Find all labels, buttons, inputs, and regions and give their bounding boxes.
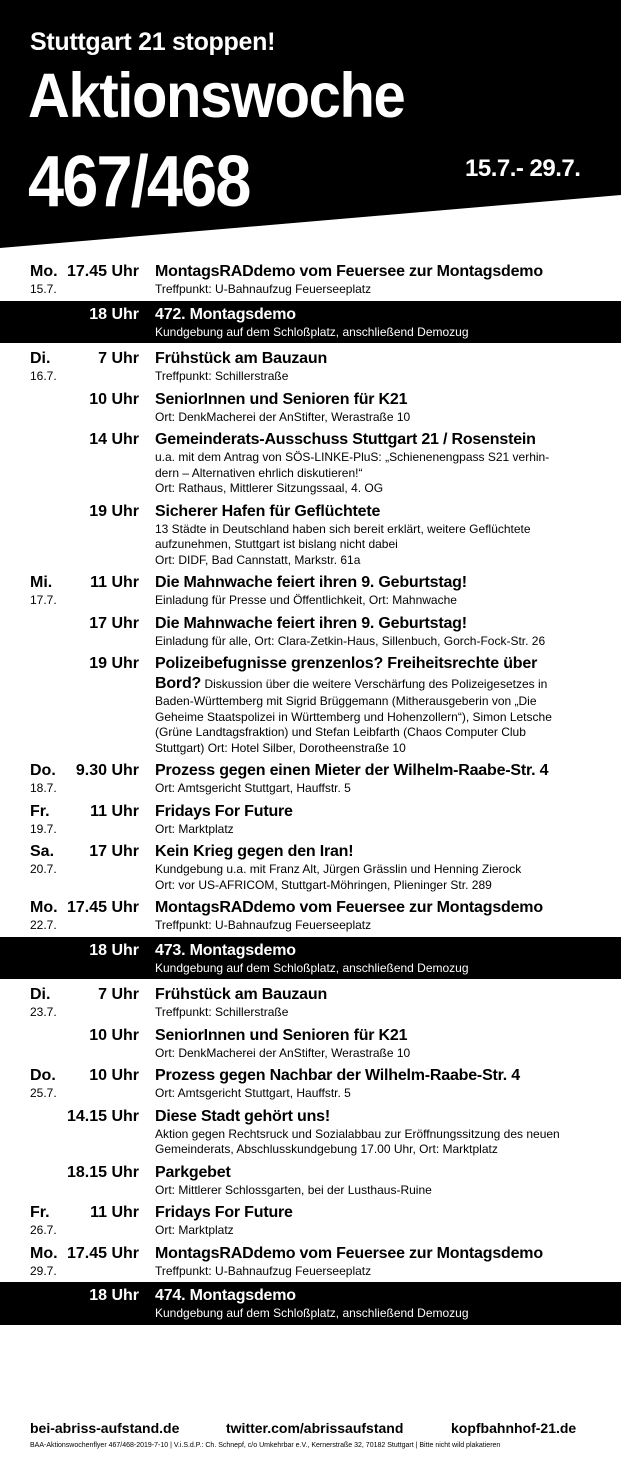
event-row	[0, 426, 621, 498]
event-desc-line: Gemeinderats, Abschlusskundgebung 17.00 Uhr, Ort: Marktplatz	[155, 1142, 498, 1156]
event-row	[0, 1240, 621, 1281]
event-time: 18.15 Uhr	[66, 1163, 139, 1181]
event-date: 22.7.	[30, 918, 57, 932]
event-body	[155, 573, 610, 609]
event-title: SeniorInnen und Senioren für K21	[155, 390, 408, 408]
event-desc-line: Einladung für alle, Ort: Clara-Zetkin-Haus, Sillenbuch, Gorch-Fock-Str. 26	[155, 633, 546, 648]
event-desc-line: Ort: Marktplatz	[155, 1223, 234, 1237]
event-body	[155, 941, 610, 977]
event-time: 10 Uhr	[89, 390, 139, 408]
header-title: Aktionswoche	[28, 61, 405, 131]
imprint-text: BAA-Aktionswochenflyer 467/468-2019-7-10 | V.i.S.d.P.: Ch. Schnepf, c/o Umkehrbar e.V., Kernerstraße 32, 70182 Stuttgart | Bitte nicht wild plakatieren	[30, 1442, 501, 1449]
event-time: 18 Uhr	[89, 1287, 139, 1304]
event-time: 7 Uhr	[98, 350, 139, 367]
event-date: 26.7.	[30, 1223, 57, 1237]
event-day: Mo.	[30, 1244, 58, 1262]
event-desc-line: Ort: Mittlerer Schlossgarten, bei der Lusthaus-Ruine	[155, 1182, 432, 1197]
header-subtitle: Stuttgart 21 stoppen!	[30, 28, 276, 56]
event-row	[0, 1159, 621, 1200]
event-desc-line: Ort: DIDF, Bad Cannstatt, Markstr. 61a	[155, 552, 361, 567]
event-title: Gemeinderats-Ausschuss Stuttgart 21 / Rosenstein	[155, 431, 536, 448]
event-day: Mo.	[30, 899, 58, 916]
event-title: Frühstück am Bauzaun	[155, 986, 328, 1003]
event-row	[0, 981, 621, 1022]
event-desc-wrap	[155, 674, 610, 756]
event-row	[0, 1199, 621, 1240]
event-date: 19.7.	[30, 821, 57, 836]
event-body	[155, 761, 610, 797]
event-title: Parkgebet	[155, 1163, 231, 1181]
event-title: Prozess gegen einen Mieter der Wilhelm-Raabe-Str. 4	[155, 762, 549, 779]
event-body	[155, 1286, 610, 1322]
event-body	[155, 802, 610, 838]
event-time: 17.45 Uhr	[66, 899, 139, 916]
event-title: Prozess gegen Nachbar der Wilhelm-Raabe-Str. 4	[155, 1067, 520, 1084]
flyer-footer	[0, 1418, 621, 1449]
event-time: 10 Uhr	[89, 1026, 139, 1044]
event-body	[155, 842, 610, 893]
montagsdemo-row	[0, 301, 621, 344]
event-title-continued: Bord?	[155, 675, 202, 692]
event-title: MontagsRADdemo vom Feuersee zur Montagsdemo	[155, 899, 543, 916]
event-date: 17.7.	[30, 593, 57, 607]
event-desc-line: aufzunehmen, Stuttgart ist bislang nicht dabei	[155, 537, 398, 551]
event-desc-line: Ort: DenkMacherei der AnStifter, Werastraße 10	[155, 409, 411, 424]
event-time: 14.15 Uhr	[66, 1107, 139, 1125]
event-desc-line: Kundgebung u.a. mit Franz Alt, Jürgen Grässlin und Henning Zierock	[155, 862, 522, 876]
header-dates: 15.7.- 29.7.	[465, 155, 581, 182]
event-time: 9.30 Uhr	[75, 762, 139, 779]
event-time: 11 Uhr	[90, 802, 139, 820]
event-desc-line: Ort: Amtsgericht Stuttgart, Hauffstr. 5	[155, 781, 351, 795]
footer-link[interactable]: kopfbahnhof-21.de	[451, 1420, 577, 1436]
event-date: 16.7.	[30, 369, 57, 383]
event-body	[155, 502, 610, 569]
montagsdemo-row	[0, 1282, 621, 1325]
event-desc-line: Kundgebung auf dem Schloßplatz, anschließend Demozug	[155, 1306, 469, 1320]
event-title: SeniorInnen und Senioren für K21	[155, 1026, 408, 1044]
event-date: 29.7.	[30, 1263, 57, 1278]
event-time: 10 Uhr	[89, 1067, 139, 1084]
event-day: Sa.	[30, 843, 55, 860]
event-time: 19 Uhr	[89, 502, 139, 520]
event-desc-line: Ort: Amtsgericht Stuttgart, Hauffstr. 5	[155, 1086, 351, 1100]
flyer-header	[0, 0, 621, 250]
event-desc-line: Stuttgart) Ort: Hotel Silber, Dorotheenstraße 10	[155, 740, 406, 755]
event-desc-line: Geheime Staatspolizei in Württemberg und Hohenzollern“), Simon Letsche	[155, 709, 552, 724]
montagsdemo-row	[0, 937, 621, 980]
event-desc-line: (Grüne Landtagsfraktion) und Stefan Leibfarth (Chaos Computer Club	[155, 725, 526, 739]
event-day: Fr.	[30, 1204, 50, 1221]
event-row	[0, 1103, 621, 1159]
event-desc-line: Einladung für Presse und Öffentlichkeit, Ort: Mahnwache	[155, 593, 457, 607]
event-date: 18.7.	[30, 781, 57, 795]
event-row	[0, 798, 621, 839]
event-body	[155, 1066, 610, 1102]
event-date: 20.7.	[30, 862, 57, 876]
event-title: 474. Montagsdemo	[155, 1287, 296, 1304]
event-row	[0, 386, 621, 427]
event-body	[155, 430, 610, 497]
event-time: 17 Uhr	[89, 843, 139, 860]
event-time: 17.45 Uhr	[66, 263, 139, 280]
event-date: 15.7.	[30, 282, 57, 296]
event-time: 11 Uhr	[90, 1204, 139, 1221]
event-desc-line: Treffpunkt: Schillerstraße	[155, 1005, 289, 1019]
event-title: Fridays For Future	[155, 1204, 293, 1221]
event-body	[155, 898, 610, 934]
event-body	[155, 654, 610, 756]
event-title: MontagsRADdemo vom Feuersee zur Montagsdemo	[155, 1244, 543, 1262]
event-body	[155, 614, 610, 650]
event-date: 25.7.	[30, 1086, 57, 1100]
event-desc-line: Ort: Rathaus, Mittlerer Sitzungssaal, 4. OG	[155, 481, 384, 495]
event-row	[0, 1022, 621, 1063]
event-title: 473. Montagsdemo	[155, 941, 296, 959]
event-title: Die Mahnwache feiert ihren 9. Geburtstag!	[155, 574, 467, 591]
event-desc-line: Ort: Marktplatz	[155, 821, 234, 836]
event-desc-line: Kundgebung auf dem Schloßplatz, anschließend Demozug	[155, 324, 469, 339]
event-row	[0, 894, 621, 935]
footer-link[interactable]: twitter.com/abrissaufstand	[226, 1420, 404, 1436]
event-body	[155, 262, 610, 298]
event-time: 11 Uhr	[90, 574, 139, 591]
event-day: Fr.	[30, 802, 50, 820]
event-desc-line: Treffpunkt: Schillerstraße	[155, 369, 289, 383]
event-title: Die Mahnwache feiert ihren 9. Geburtstag!	[155, 614, 467, 632]
event-time: 17.45 Uhr	[66, 1244, 139, 1262]
event-title: 472. Montagsdemo	[155, 305, 296, 323]
event-body	[155, 1026, 610, 1062]
event-row	[0, 345, 621, 386]
event-date: 23.7.	[30, 1005, 57, 1019]
event-title: Polizeibefugnisse grenzenlos? Freiheitsrechte über	[155, 655, 538, 672]
event-time: 17 Uhr	[89, 614, 139, 632]
event-body	[155, 1203, 610, 1239]
event-day: Di.	[30, 350, 51, 367]
event-desc-line: Baden-Württemberg mit Sigrid Brüggemann (Mitherausgeberin von „Die	[155, 694, 537, 708]
event-desc-line: Kundgebung auf dem Schloßplatz, anschließend Demozug	[155, 960, 469, 975]
event-desc-line: Treffpunkt: U-Bahnaufzug Feuerseeplatz	[155, 918, 372, 932]
event-day: Mo.	[30, 263, 58, 280]
event-body	[155, 349, 610, 385]
event-body	[155, 1107, 610, 1158]
footer-link[interactable]: bei-abriss-aufstand.de	[30, 1420, 180, 1436]
event-time: 18 Uhr	[89, 305, 139, 323]
event-day: Do.	[30, 1067, 56, 1084]
event-body	[155, 305, 610, 341]
event-desc-line: Diskussion über die weitere Verschärfung des Polizeigesetzes in	[204, 677, 548, 691]
header-number: 467/468	[28, 142, 250, 222]
event-row	[0, 498, 621, 570]
event-row	[0, 757, 621, 798]
event-row	[0, 258, 621, 299]
event-row	[0, 610, 621, 651]
event-title: Diese Stadt gehört uns!	[155, 1107, 330, 1125]
event-title: Kein Krieg gegen den Iran!	[155, 843, 354, 860]
event-title: MontagsRADdemo vom Feuersee zur Montagsdemo	[155, 263, 543, 280]
footer-links	[0, 1418, 621, 1440]
event-desc-line: Aktion gegen Rechtsruck und Sozialabbau zur Eröffnungssitzung des neuen	[155, 1126, 560, 1141]
event-desc-line: Ort: vor US-AFRICOM, Stuttgart-Möhringen, Plieninger Str. 289	[155, 877, 492, 892]
event-day: Di.	[30, 986, 51, 1003]
event-row	[0, 838, 621, 894]
event-desc-line: Ort: DenkMacherei der AnStifter, Werastraße 10	[155, 1045, 411, 1060]
event-day: Mi.	[30, 574, 53, 591]
event-row	[0, 569, 621, 610]
event-time: 14 Uhr	[89, 431, 139, 448]
event-time: 19 Uhr	[89, 655, 139, 672]
event-desc-line: 13 Städte in Deutschland haben sich bereit erklärt, weitere Geflüchtete	[155, 521, 531, 536]
event-row	[0, 1062, 621, 1103]
event-row	[0, 650, 621, 757]
event-title: Frühstück am Bauzaun	[155, 350, 328, 367]
event-title: Sicherer Hafen für Geflüchtete	[155, 502, 381, 520]
event-body	[155, 1163, 610, 1199]
event-body	[155, 390, 610, 426]
event-desc-line: Treffpunkt: U-Bahnaufzug Feuerseeplatz	[155, 1263, 372, 1278]
event-body	[155, 1244, 610, 1280]
event-time: 18 Uhr	[89, 941, 139, 959]
event-desc-line: Treffpunkt: U-Bahnaufzug Feuerseeplatz	[155, 282, 372, 296]
event-title: Fridays For Future	[155, 802, 293, 820]
event-desc-line: u.a. mit dem Antrag von SÖS-LINKE-PluS: „Schienenengpass S21 verhin-	[155, 450, 550, 464]
event-list	[0, 258, 621, 1327]
event-time: 7 Uhr	[98, 986, 139, 1003]
event-body	[155, 985, 610, 1021]
event-desc-line: dern – Alternativen ehrlich diskutieren!“	[155, 465, 363, 480]
event-day: Do.	[30, 762, 56, 779]
